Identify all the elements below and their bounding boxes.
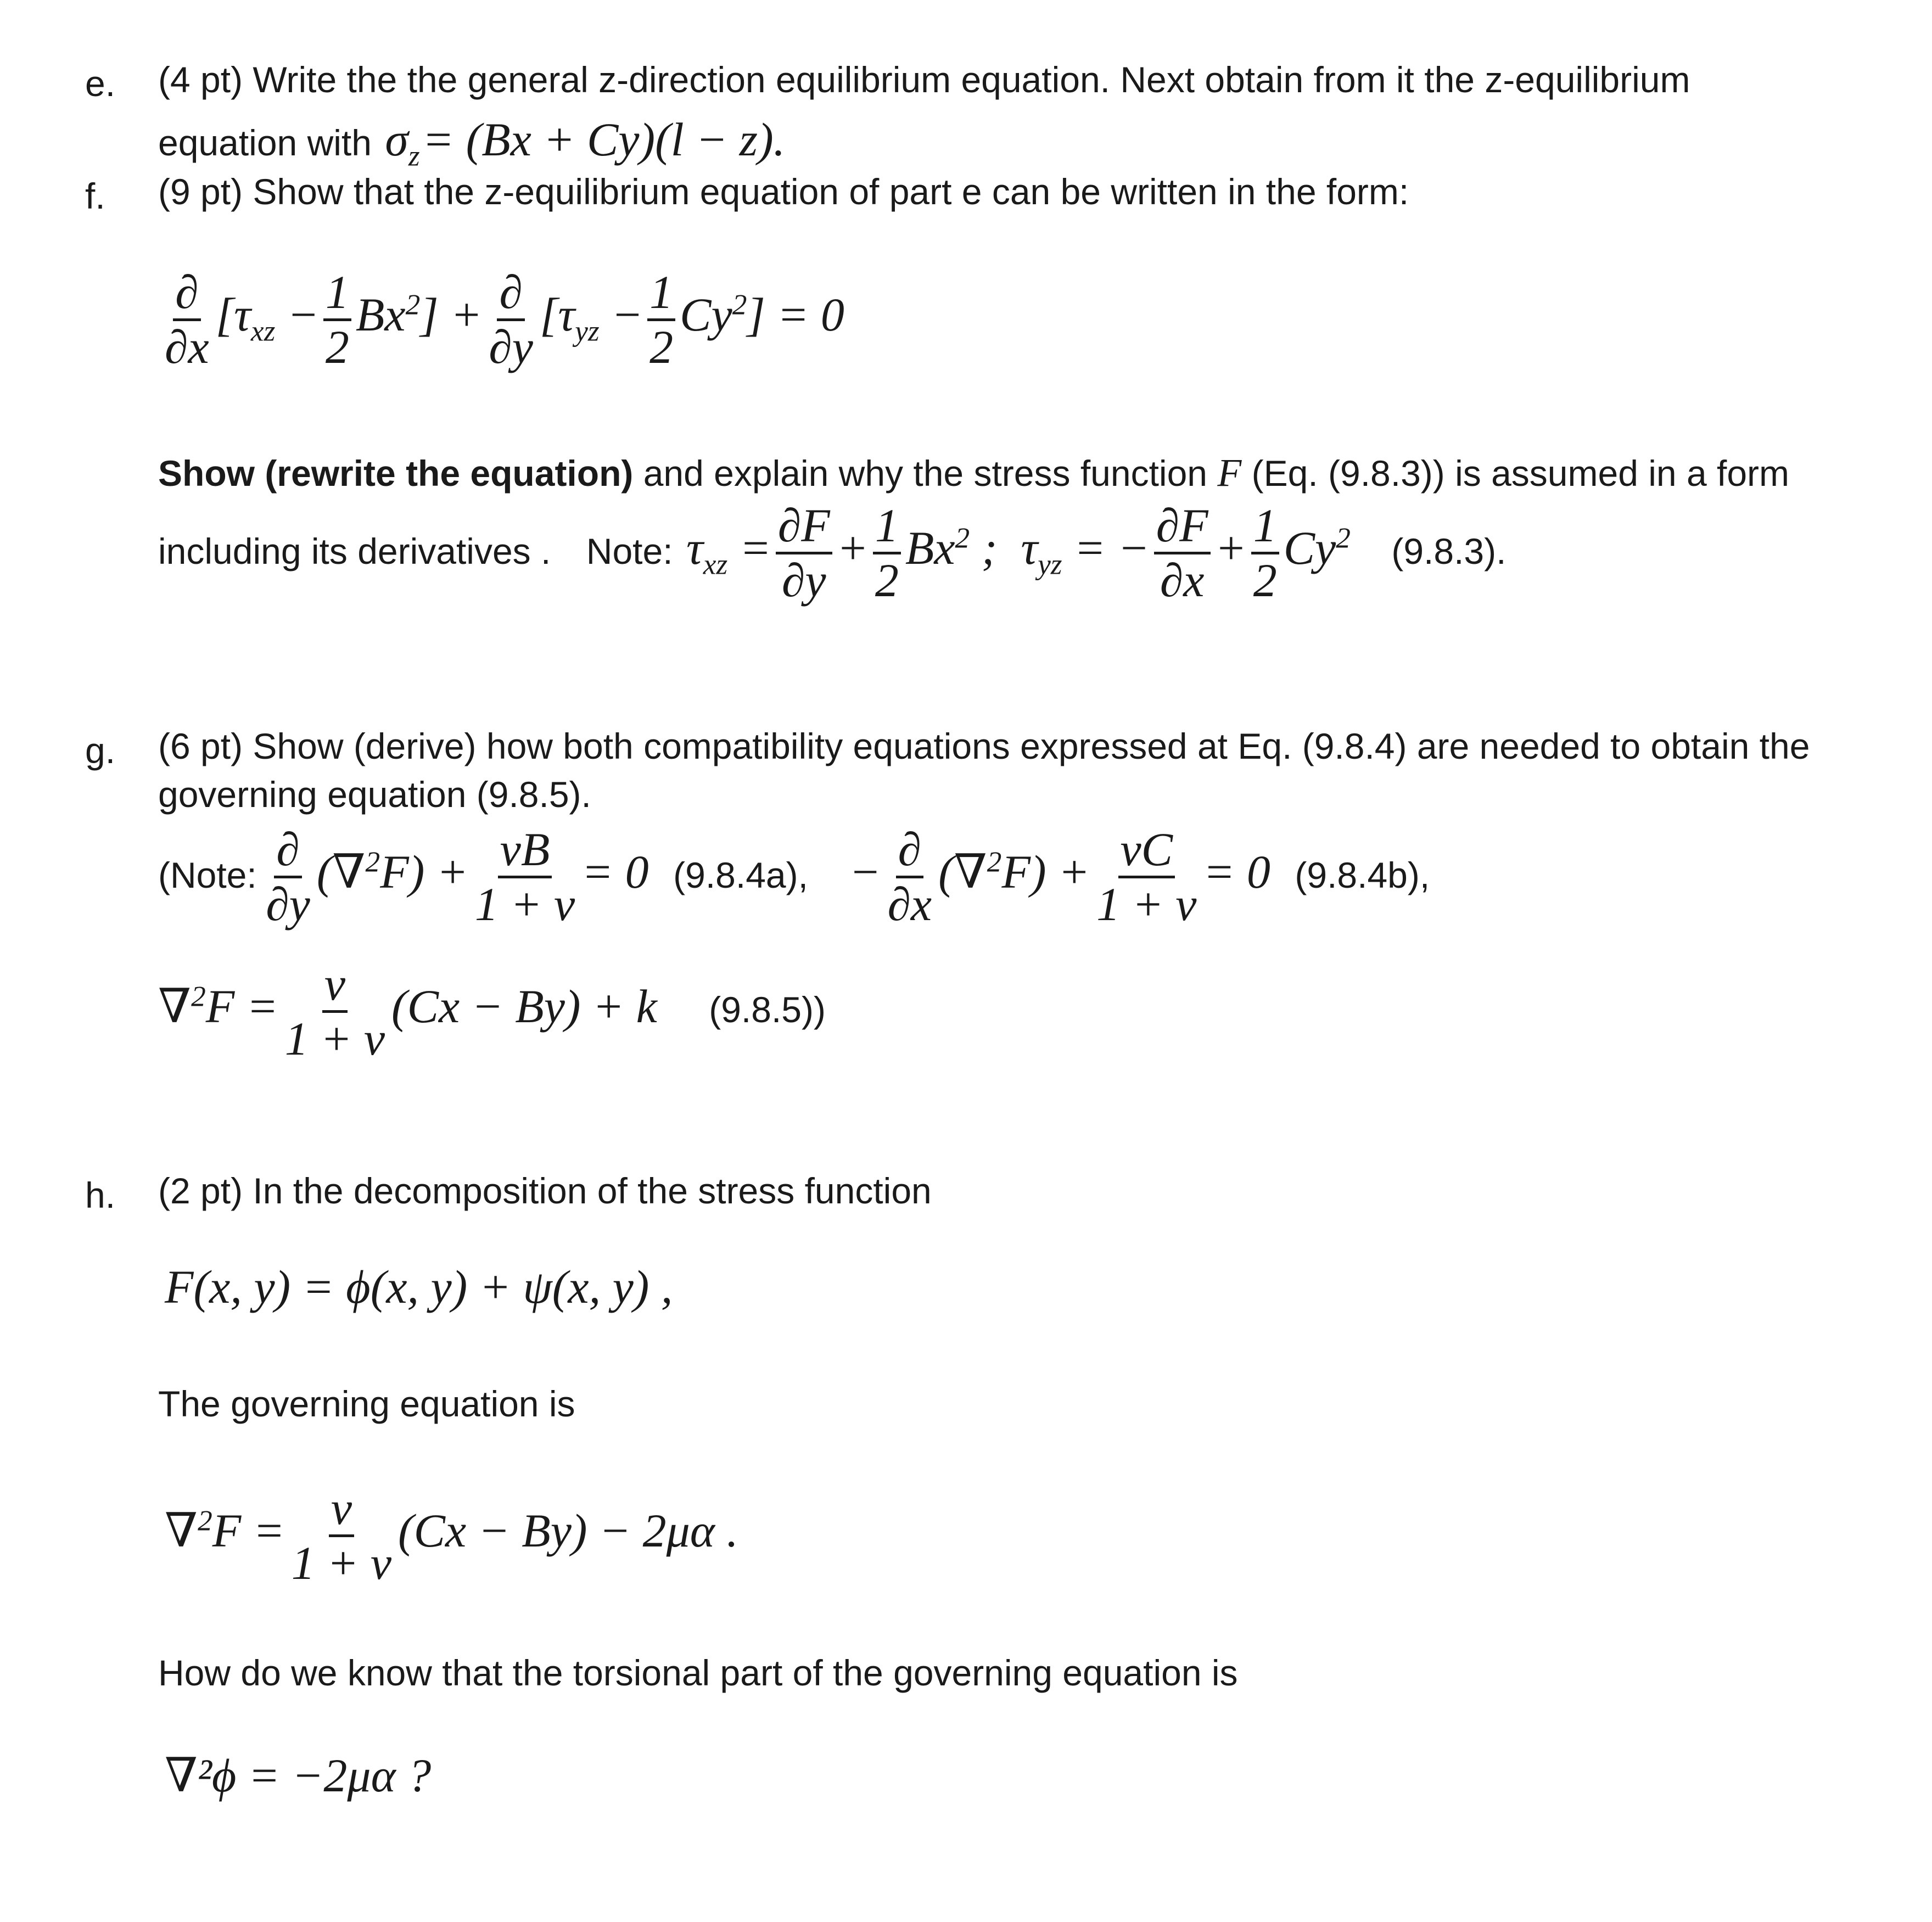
item-label-e: e. (85, 63, 116, 104)
item-e-text-2: equation with (158, 122, 372, 163)
item-h-question: How do we know that the torsional part of the governing equation is (158, 1652, 1238, 1693)
item-f-note: Note: (586, 530, 673, 571)
item-label-h: h. (85, 1175, 116, 1215)
item-g-equation-4a: $\frac{\partial}{\partial y}$ (∇$^2$F) + $\frac{\nu B}{1 + \nu}$ = 0 (266, 823, 649, 931)
item-h-governing-text: The governing equation is (158, 1383, 575, 1424)
item-g-equation-5: ∇$^2$F = $\frac{\nu}{1 + \nu}$ (Cx − By) + k (158, 957, 657, 1065)
item-g-ref-4a: (9.8.4a), (673, 854, 808, 895)
item-f-show-rest2: (Eq. (9.8.3)) is assumed in a form (1241, 453, 1789, 494)
item-f-show-rest: and explain why the stress function (633, 453, 1218, 494)
item-f-equation-1: $\frac{\partial}{\partial x}$ [$\tau_{xz}$ − $\frac{1}{2}$ $Bx^2$] + $\frac{\partial}{\partial y}$ [$\tau_{yz}$ − $\frac{1}{2}$ $Cy^2] = 0$ (165, 266, 844, 373)
item-g-eq5-line (158, 958, 826, 1064)
item-g-note: (Note: (158, 854, 257, 895)
item-g-ref-4b: (9.8.4b), (1295, 854, 1430, 895)
item-e-line-2 (158, 113, 785, 173)
item-f-show-line (158, 450, 1789, 496)
item-g-equation-4b: − $\frac{\partial}{\partial x}$ (∇$^2$F) + $\frac{\nu C}{1 + \nu}$ = 0 (849, 823, 1270, 931)
item-h-torsional-equation: ∇²ϕ = −2μα ? (165, 1749, 432, 1802)
item-g-note-line (158, 823, 1430, 930)
item-label-f: f. (85, 176, 105, 216)
item-f-show-bold: Show (rewrite the equation) (158, 453, 634, 494)
item-e-text-1: (4 pt) Write the the general z-direction equilibrium equation. Next obtain from it the z-equilibrium (158, 59, 1690, 100)
item-h-decomposition: F(x, y) = ϕ(x, y) + ψ(x, y) , (165, 1260, 673, 1313)
item-g-text-1: (6 pt) Show (derive) how both compatibility equations expressed at Eq. (9.8.4) are needed to obtain the (158, 726, 1810, 766)
item-h-governing-equation: ∇$^2$F = $\frac{\nu}{1 + \nu}$ (Cx − By) − 2μα . (165, 1482, 738, 1589)
sigma-z-symbol: $\sigma_z$ (385, 113, 420, 172)
item-f-including: including its derivatives . (158, 530, 551, 571)
item-h-text-1: (2 pt) In the decomposition of the stress function (158, 1170, 932, 1211)
item-f-text-1: (9 pt) Show that the z-equilibrium equation of part e can be written in the form: (158, 171, 1409, 212)
item-f-equation-2: $\tau_{xz}$ = $\frac{\partial F}{\partial y}$ + $\frac{1}{2}$ Bx$^2$ ; $\tau_{yz}$ = − $\frac{\partial F}{\partial x}$ + $\frac{1}{2}$ Cy$^2$ (686, 499, 1351, 607)
item-label-g: g. (85, 730, 116, 771)
stress-function-symbol: F (1217, 451, 1242, 495)
item-g-text-2: governing equation (9.8.5). (158, 774, 591, 815)
item-e-equation: = (Bx + Cy)(l − z). (422, 113, 786, 166)
item-g-ref-5: (9.8.5)) (709, 989, 826, 1030)
item-f-eqref: (9.8.3). (1391, 530, 1507, 571)
item-f-note-line (158, 500, 1506, 606)
